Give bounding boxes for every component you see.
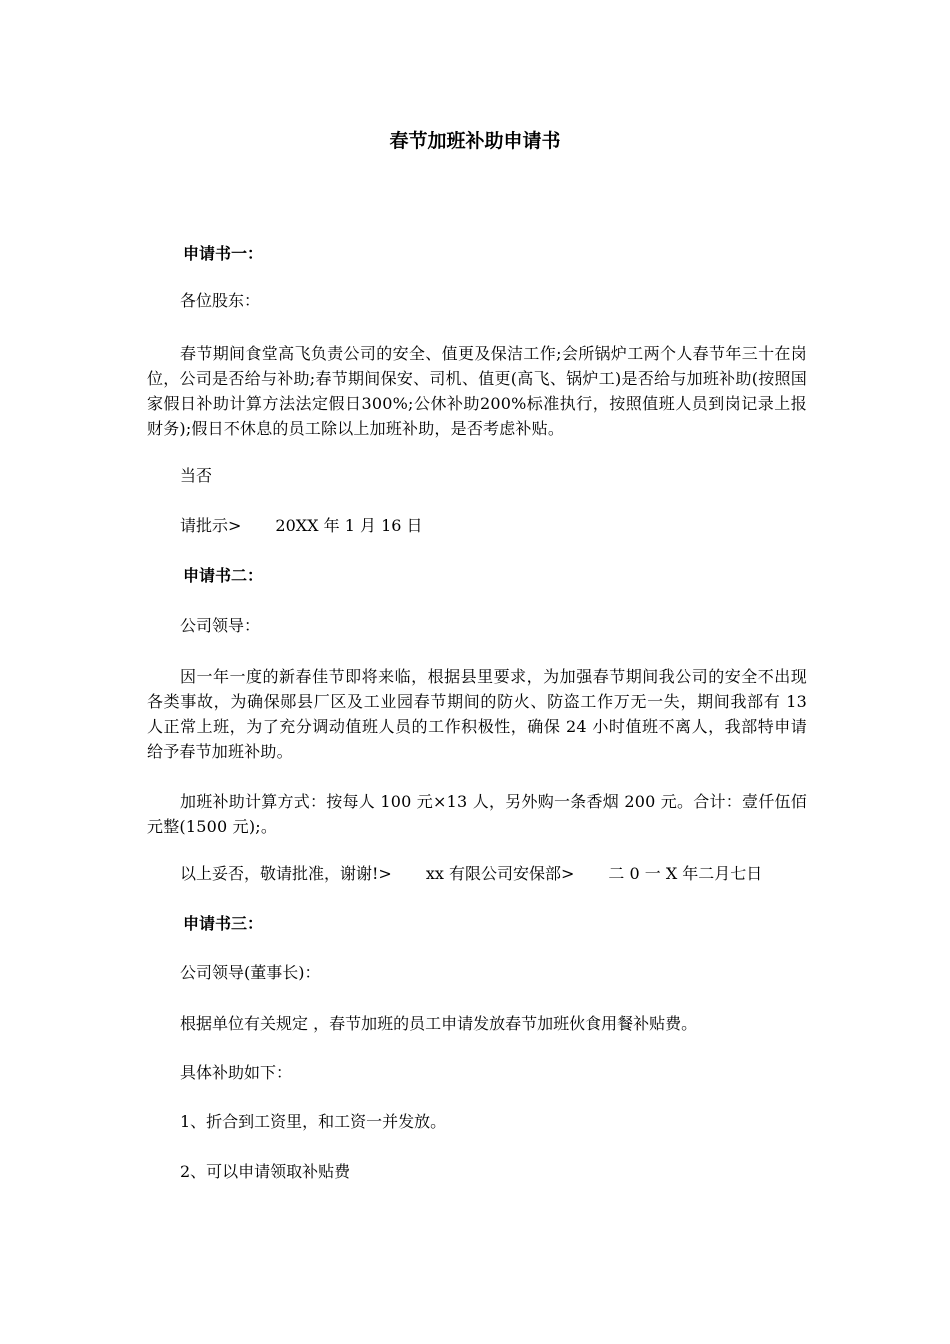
section-3-body: 根据单位有关规定 ，春节加班的员工申请发放春节加班伙食用餐补贴费。 — [180, 1014, 698, 1033]
section-1-request: 请批示> — [180, 516, 242, 535]
document-title: 春节加班补助申请书 — [389, 130, 561, 152]
section-1-body: 春节期间食堂高飞负责公司的安全、值更及保洁工作;会所锅炉工两个人春节年三十在岗位，公司是否给与补助;春节期间保安、司机、值更(高飞、锅炉工)是否给与加班补助(按照国家假日补助计算方法法定假日300%;公休补助200%标准执行，按照值班人员到岗记录上报财务);假日不休息的员工除以上加班补助，是否考虑补贴。 — [147, 344, 807, 438]
section-3-item-1: 1、折合到工资里，和工资一并发放。 — [180, 1112, 447, 1131]
section-1-date: 20XX 年 1 月 16 日 — [275, 516, 423, 535]
section-2-salutation: 公司领导： — [180, 616, 261, 635]
section-1-salutation: 各位股东： — [180, 291, 261, 310]
section-2-date: 二 0 一 X 年二月七日 — [608, 864, 763, 883]
section-2-closing-line — [180, 863, 762, 885]
section-1-request-line — [180, 515, 423, 537]
section-2-body: 因一年一度的新春佳节即将来临，根据县里要求，为加强春节期间我公司的安全不出现各类事故，为确保郧县厂区及工业园春节期间的防火、防盗工作万无一失，期间我部有 13 人正常上班，为了充分调动值班人员的工作积极性，确保 24 小时值班不离人，我部特申请给予春节加班补助。 — [147, 667, 807, 761]
section-2-calculation: 加班补助计算方式：按每人 100 元×13 人，另外购一条香烟 200 元。合计：壹仟伍佰元整(1500 元);。 — [147, 792, 807, 836]
section-2-closing: 以上妥否，敬请批准，谢谢!> — [180, 864, 392, 883]
section-3-intro: 具体补助如下： — [180, 1063, 293, 1082]
section-3-heading: 申请书三： — [183, 914, 264, 933]
section-2-heading: 申请书二： — [183, 566, 264, 585]
section-2-signer: xx 有限公司安保部> — [425, 864, 575, 883]
section-1-closing: 当否 — [180, 466, 213, 485]
section-3-salutation: 公司领导(董事长)： — [180, 963, 321, 982]
section-3-item-2: 2、可以申请领取补贴费 — [180, 1162, 351, 1181]
section-1-heading: 申请书一： — [183, 244, 264, 263]
